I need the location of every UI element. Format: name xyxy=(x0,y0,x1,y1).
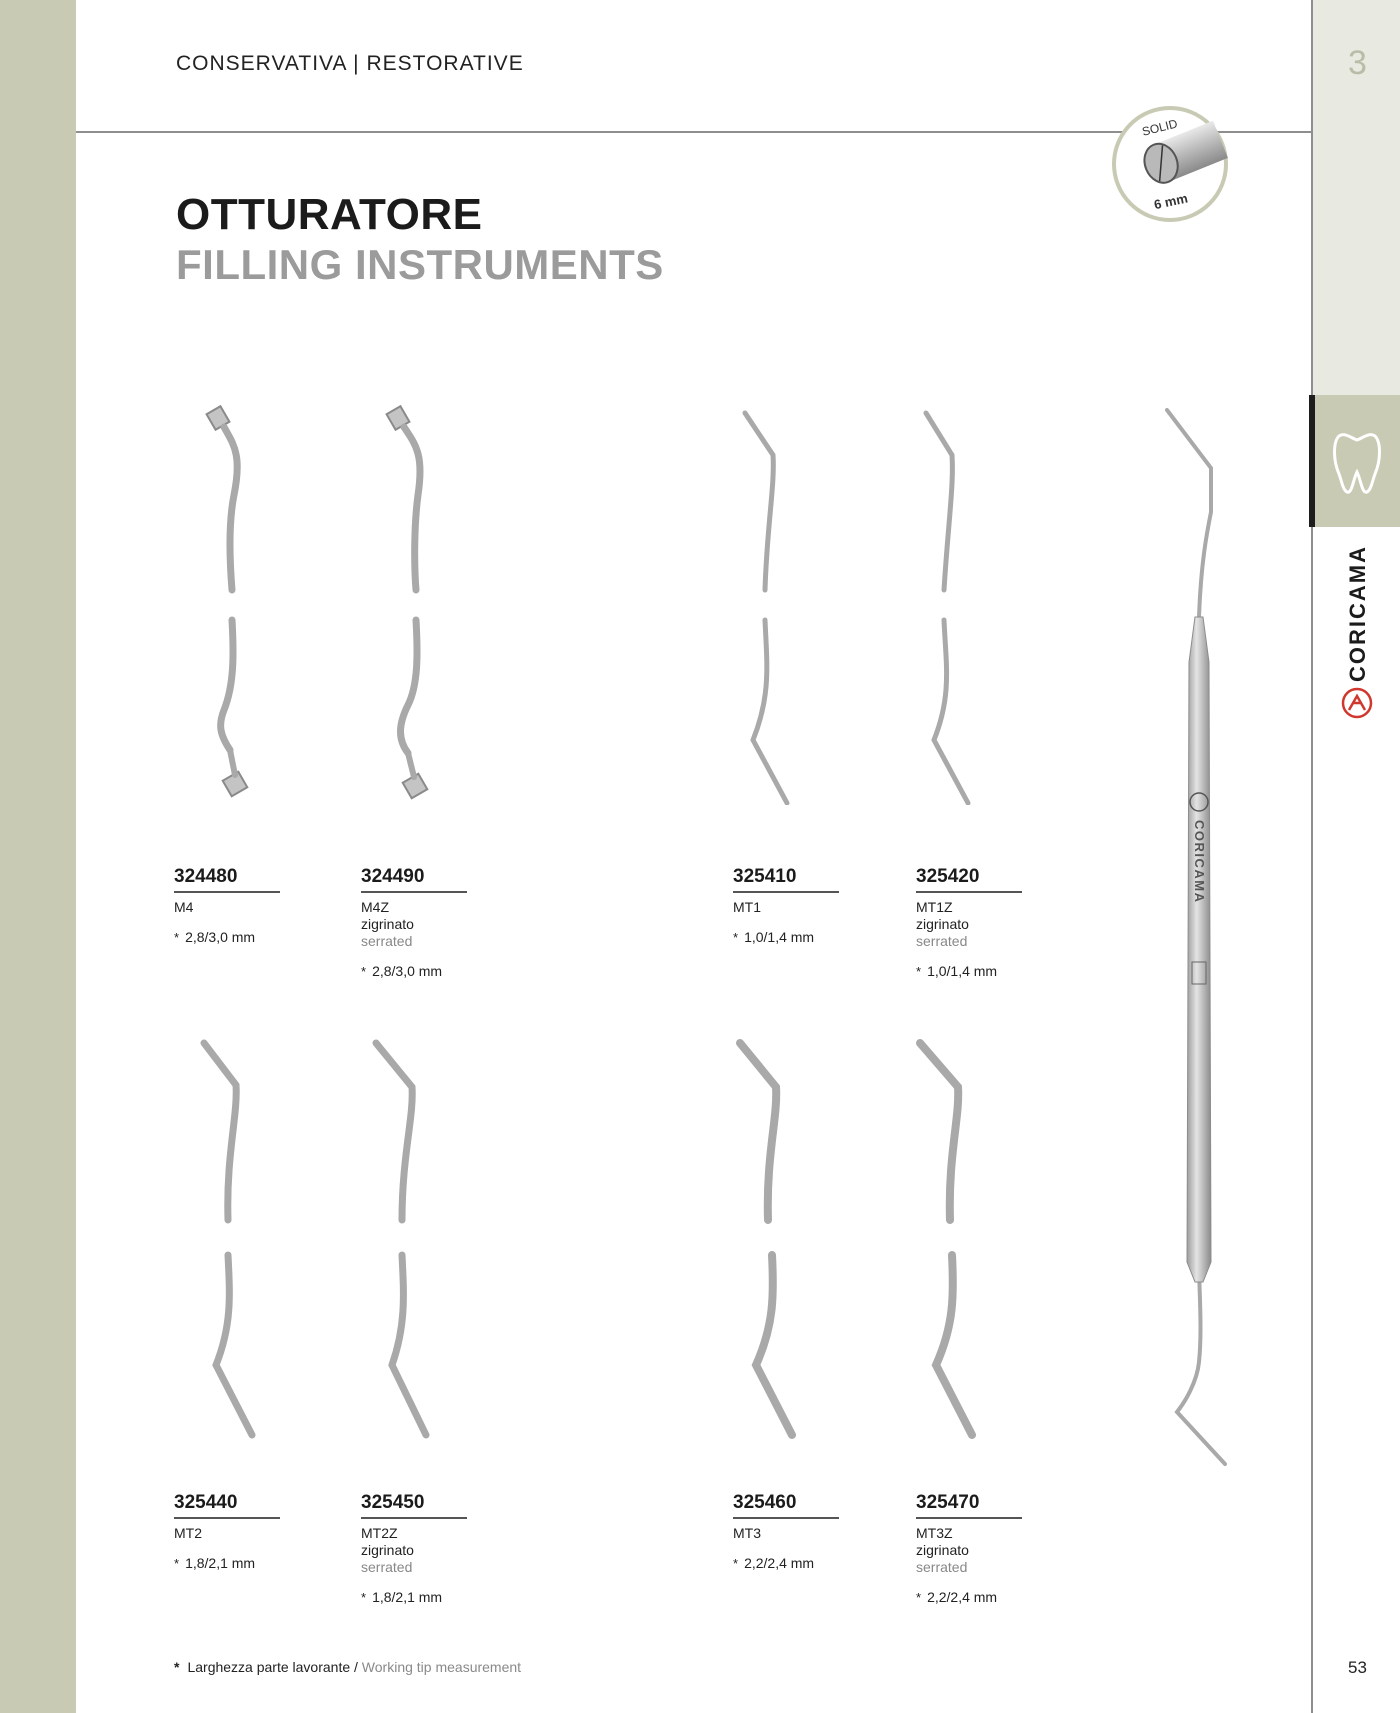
section-tab-indicator xyxy=(1309,395,1315,527)
coricama-logo xyxy=(1313,540,1400,730)
product-name: MT2 xyxy=(174,1525,202,1541)
product-variant-it: zigrinato xyxy=(916,916,969,932)
asterisk-icon: * xyxy=(733,1556,739,1571)
product-code: 324490 xyxy=(361,866,467,893)
instrument-image-325460 xyxy=(732,1035,822,1445)
product-code: 325440 xyxy=(174,1492,280,1519)
product-variant-en: serrated xyxy=(361,933,413,949)
asterisk-icon: * xyxy=(361,964,367,979)
product-card-324480 xyxy=(174,866,354,945)
instrument-image-325470 xyxy=(912,1035,1002,1445)
left-color-band xyxy=(0,0,76,1713)
section-header: CONSERVATIVA | RESTORATIVE xyxy=(176,52,524,75)
instrument-image-324490 xyxy=(378,405,468,805)
tip-size: * 1,8/2,1 mm xyxy=(174,1555,256,1571)
tip-size: * 2,2/2,4 mm xyxy=(733,1555,815,1571)
instrument-image-325440 xyxy=(196,1035,286,1445)
product-name: MT3Z xyxy=(916,1525,953,1541)
instrument-image-324480 xyxy=(190,405,280,805)
asterisk-icon: * xyxy=(361,1590,367,1605)
page-number: 53 xyxy=(1348,1658,1367,1677)
asterisk-icon: * xyxy=(916,964,922,979)
tip-size: * 1,0/1,4 mm xyxy=(916,963,998,979)
product-name: MT2Z xyxy=(361,1525,398,1541)
product-card-325460 xyxy=(733,1492,913,1571)
right-side-panel xyxy=(1311,0,1400,1713)
product-variant-en: serrated xyxy=(361,1559,413,1575)
product-variant-it: zigrinato xyxy=(916,1542,969,1558)
chapter-number: 3 xyxy=(1348,44,1367,82)
footnote xyxy=(174,1659,521,1675)
asterisk-icon: * xyxy=(174,1556,180,1571)
product-variant-it: zigrinato xyxy=(361,916,414,932)
product-card-325410 xyxy=(733,866,913,945)
product-variant-it: zigrinato xyxy=(361,1542,414,1558)
product-card-325470 xyxy=(916,1492,1096,1605)
product-card-325420 xyxy=(916,866,1096,979)
product-code: 325420 xyxy=(916,866,1022,893)
page-subtitle: FILLING INSTRUMENTS xyxy=(176,241,664,288)
product-card-325450 xyxy=(361,1492,541,1605)
tip-size: * 2,8/3,0 mm xyxy=(174,929,256,945)
badge-bottom-label: 6 mm xyxy=(1152,190,1190,213)
tip-size: * 2,8/3,0 mm xyxy=(361,963,443,979)
tip-size: * 1,8/2,1 mm xyxy=(361,1589,443,1605)
product-code: 325460 xyxy=(733,1492,839,1519)
badge-top-label: SOLID xyxy=(1140,116,1179,139)
tip-size: * 1,0/1,4 mm xyxy=(733,929,815,945)
footnote-en: Working tip measurement xyxy=(361,1659,522,1675)
full-instrument-image xyxy=(1155,402,1235,1482)
product-card-324490 xyxy=(361,866,541,979)
solid-handle-badge xyxy=(1110,104,1230,224)
tooth-icon xyxy=(1331,430,1383,496)
product-code: 324480 xyxy=(174,866,280,893)
product-name: MT1Z xyxy=(916,899,953,915)
product-code: 325470 xyxy=(916,1492,1022,1519)
product-name: M4 xyxy=(174,899,194,915)
page-title: OTTURATORE xyxy=(176,190,483,239)
product-code: 325410 xyxy=(733,866,839,893)
brand-vertical-text: CORICAMA xyxy=(1345,545,1370,682)
product-name: M4Z xyxy=(361,899,389,915)
product-card-325440 xyxy=(174,1492,354,1571)
product-variant-en: serrated xyxy=(916,933,968,949)
product-variant-en: serrated xyxy=(916,1559,968,1575)
tip-size: * 2,2/2,4 mm xyxy=(916,1589,998,1605)
product-code: 325450 xyxy=(361,1492,467,1519)
asterisk-icon: * xyxy=(733,930,739,945)
product-name: MT3 xyxy=(733,1525,761,1541)
asterisk-icon: * xyxy=(174,930,180,945)
handle-brand-text: CORICAMA xyxy=(1192,820,1207,904)
instrument-image-325420 xyxy=(918,405,1008,805)
asterisk-icon: * xyxy=(174,1659,180,1675)
instrument-image-325450 xyxy=(368,1035,458,1445)
product-name: MT1 xyxy=(733,899,761,915)
footnote-it: Larghezza parte lavorante xyxy=(187,1659,351,1675)
footnote-separator: / xyxy=(354,1659,358,1675)
instrument-image-325410 xyxy=(735,405,825,805)
asterisk-icon: * xyxy=(916,1590,922,1605)
